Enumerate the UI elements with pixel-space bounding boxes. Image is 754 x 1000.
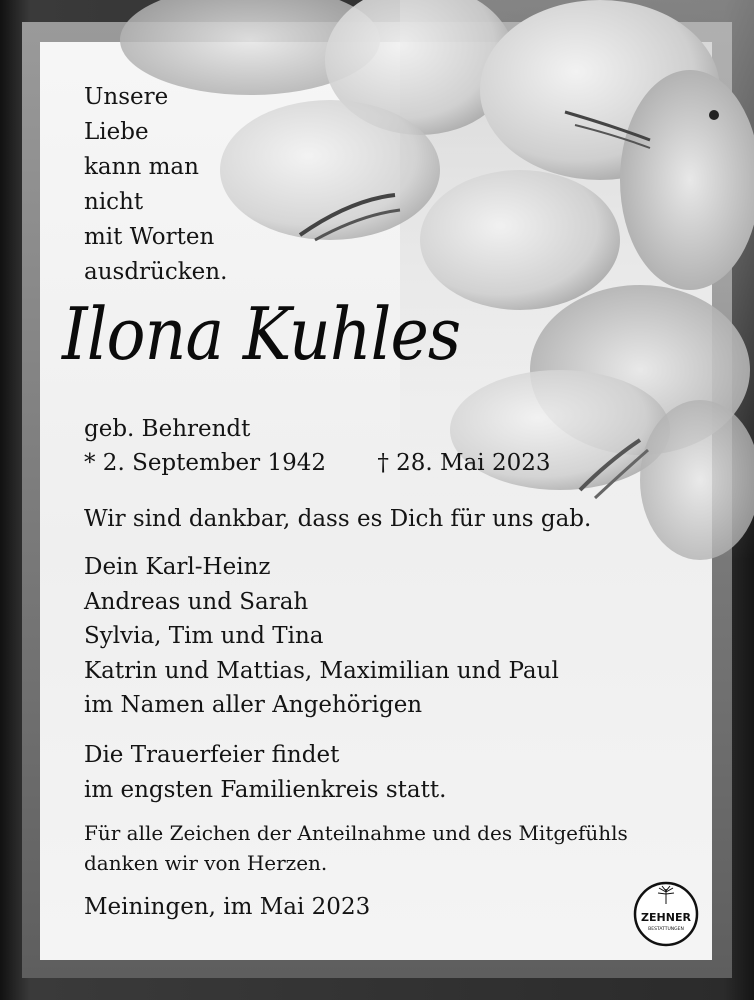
motto-line: mit Worten: [84, 224, 215, 250]
motto-line: Unsere: [84, 84, 169, 110]
life-dates: [84, 450, 550, 476]
family-list: [84, 550, 559, 723]
service-info: [84, 738, 446, 807]
closing-note: [84, 818, 628, 878]
family-line: Sylvia, Tim und Tina: [84, 623, 324, 649]
motto: [84, 80, 227, 290]
family-line: Dein Karl-Heinz: [84, 554, 271, 580]
logo-name: ZEHNER: [641, 911, 691, 924]
place-date: Meiningen, im Mai 2023: [84, 894, 371, 920]
family-line: im Namen aller Angehörigen: [84, 692, 423, 718]
motto-line: kann man: [84, 154, 199, 180]
deceased-name: Ilona Kuhles: [62, 292, 461, 376]
logo-sub: BESTATTUNGEN: [648, 927, 684, 932]
motto-line: ausdrücken.: [84, 259, 228, 285]
motto-line: nicht: [84, 189, 144, 215]
closing-line: Für alle Zeichen der Anteilnahme und des Mitgefühls: [84, 821, 628, 845]
thanks-line: Wir sind dankbar, dass es Dich für uns gab.: [84, 506, 592, 532]
service-line: im engsten Familienkreis statt.: [84, 776, 447, 803]
birth-name: geb. Behrendt: [84, 416, 251, 442]
service-line: Die Trauerfeier findet: [84, 742, 340, 768]
zehner-logo: [632, 880, 700, 948]
family-line: Katrin und Mattias, Maximilian und Paul: [84, 657, 559, 684]
closing-line: danken wir von Herzen.: [84, 851, 328, 875]
motto-line: Liebe: [84, 119, 149, 145]
birth-date: * 2. September 1942: [84, 450, 326, 476]
family-line: Andreas und Sarah: [84, 588, 309, 615]
death-date: † 28. Mai 2023: [377, 450, 551, 476]
